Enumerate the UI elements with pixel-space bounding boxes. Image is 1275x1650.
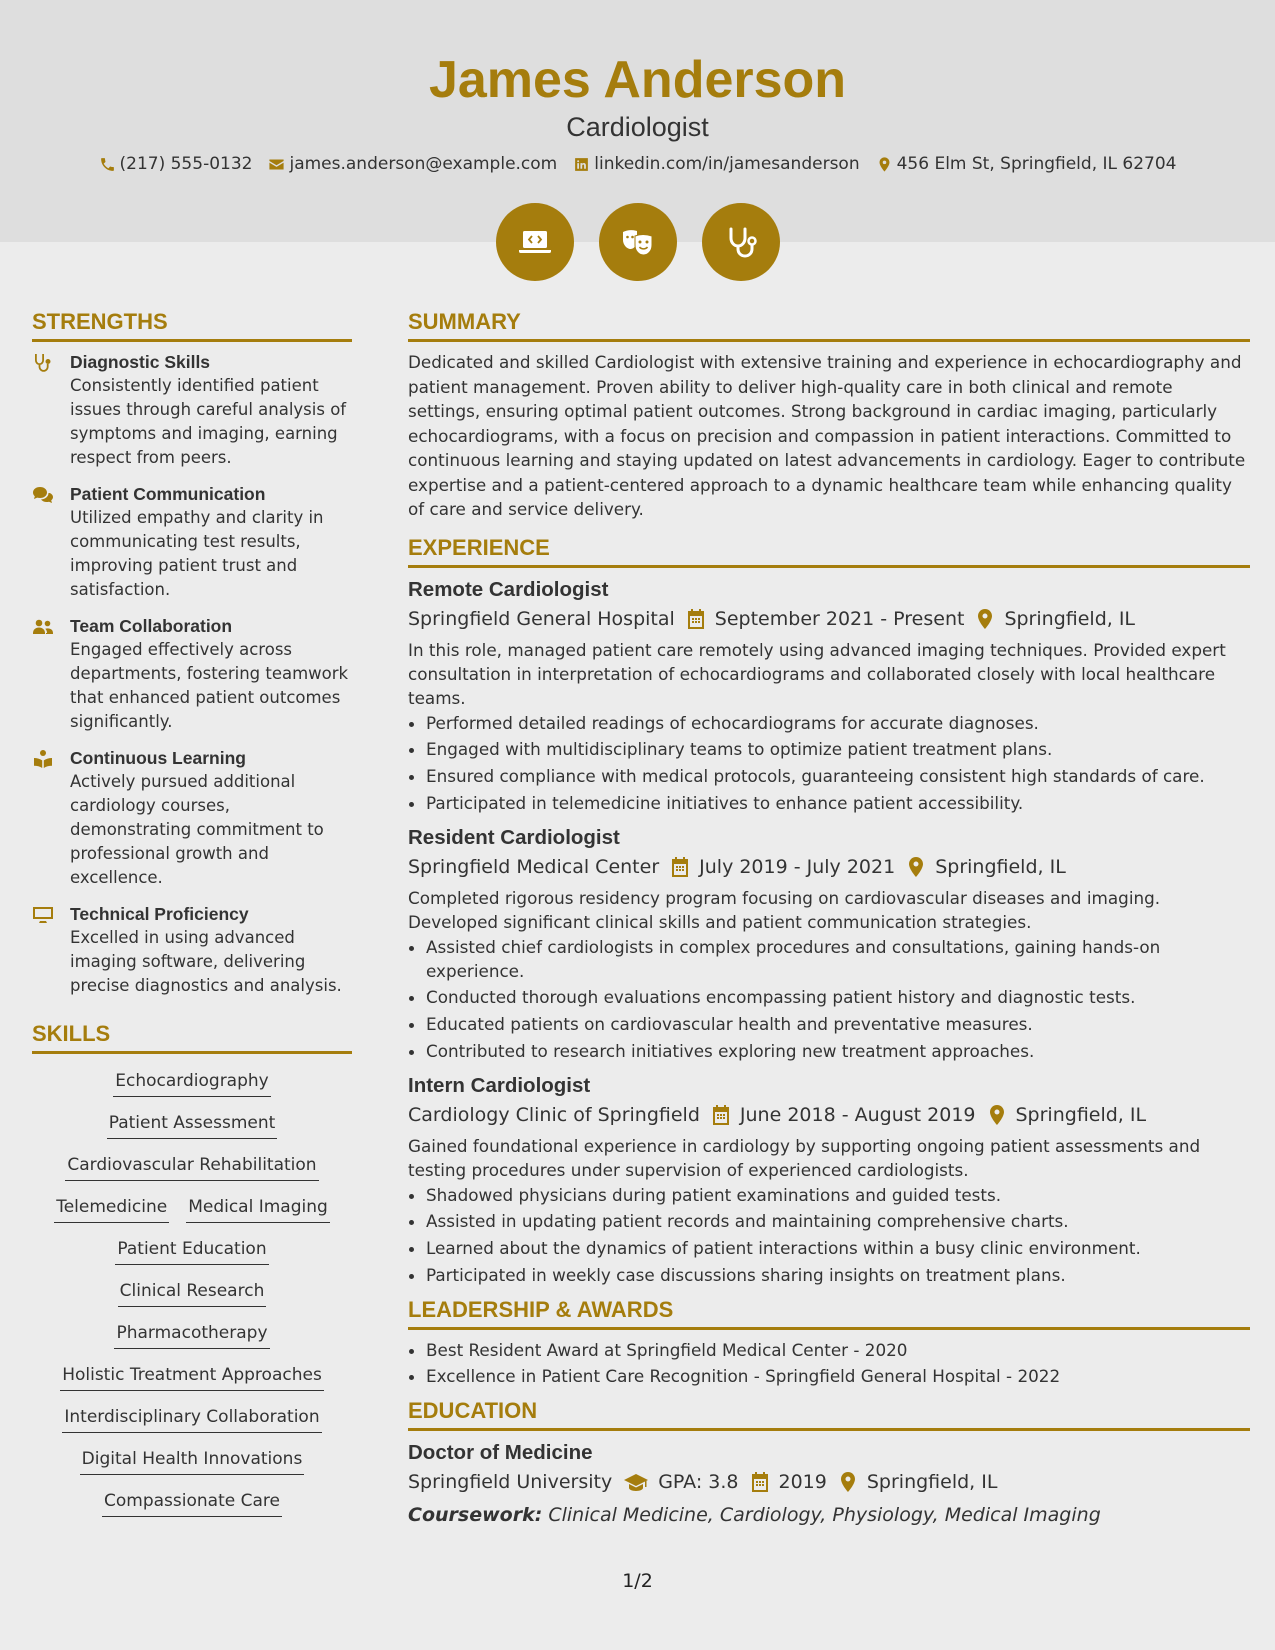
job-description: Gained foundational experience in cardiology by supporting ongoing patient assessments and testing procedures under supervision of experienced cardiologists. bbox=[408, 1135, 1201, 1180]
skill-tag: Compassionate Care bbox=[102, 1488, 282, 1517]
skill-tag: Telemedicine bbox=[54, 1194, 169, 1223]
strength-name: Patient Communication bbox=[70, 484, 266, 504]
badge-laptop bbox=[496, 203, 574, 281]
graduation-year: 2019 bbox=[778, 1471, 827, 1494]
job-org: Cardiology Clinic of Springfield bbox=[408, 1103, 700, 1126]
job-entry bbox=[408, 824, 1250, 1063]
page-number: 1/2 bbox=[622, 1570, 653, 1592]
strength-name: Continuous Learning bbox=[70, 748, 246, 768]
contact-email[interactable] bbox=[268, 150, 557, 178]
strength-desc: Utilized empathy and clarity in communicating test results, improving patient trust and satisfaction. bbox=[70, 508, 324, 599]
education-heading: EDUCATION bbox=[408, 1397, 1250, 1431]
strength-name: Diagnostic Skills bbox=[70, 352, 211, 372]
skill-tag: Patient Education bbox=[115, 1236, 268, 1265]
stethoscope-icon bbox=[721, 222, 761, 262]
strength-item bbox=[32, 482, 352, 602]
map-marker-icon bbox=[876, 156, 893, 173]
job-meta bbox=[408, 1100, 1250, 1130]
job-dates: September 2021 - Present bbox=[714, 607, 965, 630]
email-text: james.anderson@example.com bbox=[289, 154, 558, 174]
list-item: • Learned about the dynamics of patient interactions within a busy clinic environment. bbox=[426, 1236, 1250, 1260]
skills-list bbox=[32, 1062, 352, 1517]
strength-desc: Engaged effectively across departments, fostering teamwork that enhanced patient outcomes significantly. bbox=[70, 640, 349, 731]
map-marker-icon bbox=[988, 1105, 1006, 1125]
skill-tag: Holistic Treatment Approaches bbox=[60, 1362, 324, 1391]
map-marker-icon bbox=[907, 857, 925, 877]
job-dates: July 2019 - July 2021 bbox=[699, 855, 896, 878]
strength-desc: Consistently identified patient issues through careful analysis of symptoms and imaging, earning respect from peers. bbox=[70, 376, 347, 467]
skill-tag: Patient Assessment bbox=[107, 1110, 278, 1139]
list-item: • Excellence in Patient Care Recognition - Springfield General Hospital - 2022 bbox=[426, 1364, 1250, 1388]
list-item: • Contributed to research initiatives exploring new treatment approaches. bbox=[426, 1039, 1250, 1063]
badge-masks bbox=[599, 203, 677, 281]
job-location: Springfield, IL bbox=[1004, 607, 1136, 630]
list-item: • Assisted chief cardiologists in complex procedures and consultations, gaining hands-on experience. bbox=[426, 935, 1250, 983]
phone-text: (217) 555-0132 bbox=[119, 154, 253, 174]
school-location: Springfield, IL bbox=[866, 1471, 998, 1494]
book-reader-icon bbox=[32, 749, 54, 769]
list-item: • Performed detailed readings of echocardiograms for accurate diagnoses. bbox=[426, 711, 1250, 735]
job-bullets bbox=[408, 711, 1250, 815]
job-entry bbox=[408, 576, 1250, 815]
job-location: Springfield, IL bbox=[935, 855, 1066, 878]
skill-tag: Digital Health Innovations bbox=[80, 1446, 305, 1475]
address-text: 456 Elm St, Springfield, IL 62704 bbox=[896, 154, 1177, 174]
calendar-icon bbox=[751, 1472, 769, 1492]
strength-item bbox=[32, 614, 352, 734]
graduation-cap-icon bbox=[624, 1472, 648, 1492]
list-item: • Best Resident Award at Springfield Medical Center - 2020 bbox=[426, 1338, 1250, 1362]
skill-tag: Echocardiography bbox=[113, 1068, 270, 1097]
job-title: Resident Cardiologist bbox=[408, 825, 620, 849]
contact-linkedin[interactable] bbox=[573, 150, 859, 178]
job-title: Remote Cardiologist bbox=[408, 577, 609, 601]
coursework-label: Coursework: bbox=[408, 1504, 543, 1527]
strength-desc: Actively pursued additional cardiology courses, demonstrating commitment to professional growth and excellence. bbox=[70, 772, 324, 887]
map-marker-icon bbox=[839, 1472, 857, 1492]
skill-tag: Medical Imaging bbox=[186, 1194, 330, 1223]
experience-heading: EXPERIENCE bbox=[408, 534, 1250, 568]
users-icon bbox=[32, 617, 54, 637]
job-description: In this role, managed patient care remotely using advanced imaging techniques. Provided expert consultation in interpretation of echocardiograms and collaborated closely with local healthcare teams. bbox=[408, 639, 1226, 708]
calendar-icon bbox=[687, 609, 705, 629]
skill-tag: Clinical Research bbox=[118, 1278, 267, 1307]
awards-heading: LEADERSHIP & AWARDS bbox=[408, 1296, 1250, 1330]
badge-stethoscope bbox=[702, 203, 780, 281]
awards-list bbox=[408, 1338, 1250, 1389]
job-meta bbox=[408, 604, 1250, 634]
strength-name: Technical Proficiency bbox=[70, 904, 249, 924]
degree-title: Doctor of Medicine bbox=[408, 1441, 593, 1465]
strength-desc: Excelled in using advanced imaging software, delivering precise diagnostics and analysis. bbox=[70, 928, 342, 995]
job-org: Springfield General Hospital bbox=[408, 607, 675, 630]
job-location: Springfield, IL bbox=[1015, 1103, 1147, 1126]
summary-text: Dedicated and skilled Cardiologist with extensive training and experience in echocardiography and patient management. Proven ability to deliver high-quality care in both clinical and remote settings, ensuring optimal patient outcomes. Strong background in cardiac imaging, particularly echocardiograms, with a focus on precision and compassion in patient interactions. Committed to continuous learning and staying updated on latest advancements in cardiology. Eager to contribute expertise and a patient-centered approach to a dynamic healthcare team while enhancing quality of care and service delivery. bbox=[408, 352, 1246, 519]
school-name: Springfield University bbox=[408, 1471, 613, 1494]
linkedin-text: linkedin.com/in/jamesanderson bbox=[594, 154, 860, 174]
stethoscope-icon bbox=[32, 353, 54, 373]
job-entry bbox=[408, 1072, 1250, 1287]
job-bullets bbox=[408, 1183, 1250, 1287]
right-column bbox=[408, 308, 1250, 1529]
desktop-icon bbox=[32, 905, 54, 925]
candidate-name: James Anderson bbox=[428, 51, 847, 109]
summary-heading: SUMMARY bbox=[408, 308, 1250, 342]
skills-heading: SKILLS bbox=[32, 1020, 352, 1054]
skill-tag: Interdisciplinary Collaboration bbox=[62, 1404, 321, 1433]
gpa-text: GPA: 3.8 bbox=[658, 1471, 739, 1494]
job-dates: June 2018 - August 2019 bbox=[739, 1103, 976, 1126]
list-item: • Participated in telemedicine initiatives to enhance patient accessibility. bbox=[426, 791, 1250, 815]
job-org: Springfield Medical Center bbox=[408, 855, 660, 878]
contact-address bbox=[876, 150, 1177, 178]
job-meta bbox=[408, 852, 1250, 882]
badge-row bbox=[0, 203, 1275, 281]
masks-theater-icon bbox=[618, 222, 658, 262]
list-item: • Conducted thorough evaluations encompassing patient history and diagnostic tests. bbox=[426, 985, 1250, 1009]
candidate-role: Cardiologist bbox=[566, 112, 709, 142]
contact-phone[interactable] bbox=[99, 150, 253, 178]
list-item: • Participated in weekly case discussions sharing insights on treatment plans. bbox=[426, 1263, 1250, 1287]
map-marker-icon bbox=[976, 609, 994, 629]
list-item: • Engaged with multidisciplinary teams to optimize patient treatment plans. bbox=[426, 737, 1250, 761]
calendar-icon bbox=[671, 857, 689, 877]
strength-item bbox=[32, 746, 352, 890]
list-item: • Educated patients on cardiovascular health and preventative measures. bbox=[426, 1012, 1250, 1036]
job-description: Completed rigorous residency program focusing on cardiovascular diseases and imaging. Developed significant clinical skills and patient communication strategies. bbox=[408, 887, 1161, 932]
job-title: Intern Cardiologist bbox=[408, 1073, 591, 1097]
list-item: • Assisted in updating patient records and maintaining comprehensive charts. bbox=[426, 1209, 1250, 1233]
strength-item bbox=[32, 902, 352, 998]
education-meta bbox=[408, 1467, 1250, 1497]
strength-item bbox=[32, 350, 352, 470]
phone-icon bbox=[99, 156, 116, 173]
laptop-code-icon bbox=[515, 222, 555, 262]
coursework-text: Clinical Medicine, Cardiology, Physiology, Medical Imaging bbox=[548, 1504, 1101, 1527]
contact-bar bbox=[0, 150, 1275, 178]
left-column bbox=[32, 308, 352, 1517]
skill-tag: Pharmacotherapy bbox=[114, 1320, 269, 1349]
list-item: • Ensured compliance with medical protocols, guaranteeing consistent high standards of care. bbox=[426, 764, 1250, 788]
skill-tag: Cardiovascular Rehabilitation bbox=[65, 1152, 318, 1181]
strengths-heading: STRENGTHS bbox=[32, 308, 352, 342]
coursework bbox=[408, 1501, 1250, 1529]
envelope-icon bbox=[268, 156, 285, 173]
calendar-icon bbox=[712, 1105, 730, 1125]
linkedin-icon bbox=[573, 156, 590, 173]
list-item: • Shadowed physicians during patient examinations and guided tests. bbox=[426, 1183, 1250, 1207]
strength-name: Team Collaboration bbox=[70, 616, 233, 636]
job-bullets bbox=[408, 935, 1250, 1063]
comments-icon bbox=[32, 485, 54, 505]
